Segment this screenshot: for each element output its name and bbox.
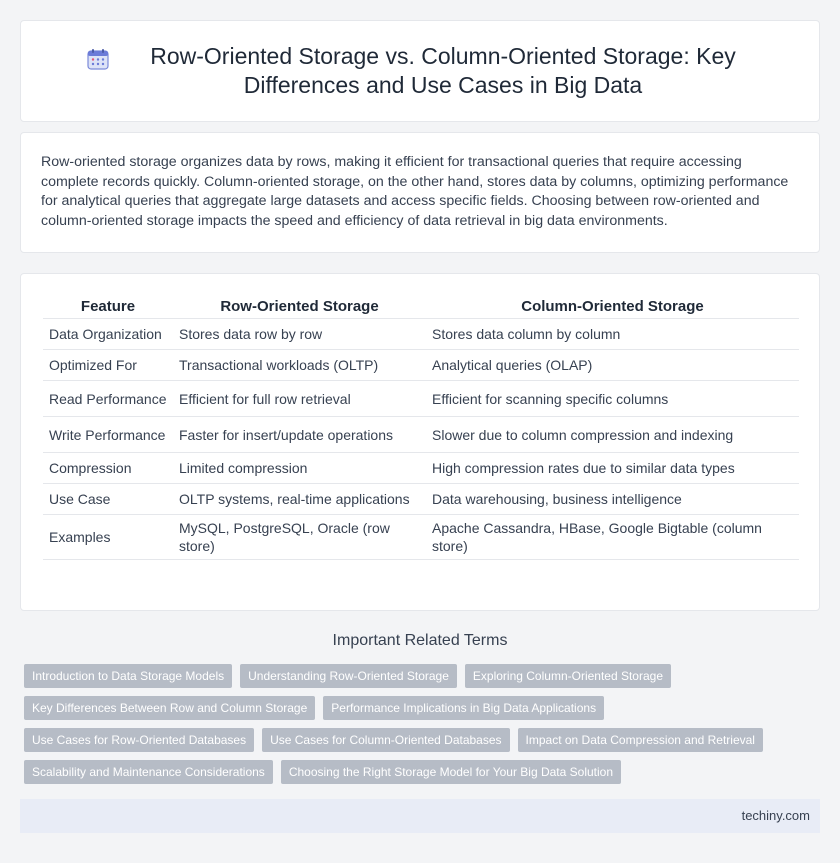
- table-cell: Limited compression: [173, 453, 426, 484]
- table-cell: High compression rates due to similar data types: [426, 453, 799, 484]
- tag-row: [24, 728, 824, 752]
- table-cell: Efficient for scanning specific columns: [426, 381, 799, 417]
- table-cell: Read Performance: [43, 381, 173, 417]
- intro-card: [20, 132, 820, 253]
- table-cell: Use Case: [43, 484, 173, 515]
- page-title: Row-Oriented Storage vs. Column-Oriented Storage: Key Differences and Use Cases in Big Data: [150, 43, 736, 98]
- table-header-feature: Feature: [43, 294, 173, 319]
- table-cell: Faster for insert/update operations: [173, 417, 426, 453]
- table-header-row-oriented: Row-Oriented Storage: [173, 294, 426, 319]
- table-header-row: [43, 294, 799, 319]
- calendar-icon: [87, 48, 109, 70]
- table-cell: MySQL, PostgreSQL, Oracle (row store): [173, 515, 426, 560]
- footer: [20, 799, 820, 833]
- table-cell: Stores data column by column: [426, 319, 799, 350]
- table-header-column-oriented: Column-Oriented Storage: [426, 294, 799, 319]
- table-row: [43, 417, 799, 453]
- comparison-table: [43, 294, 799, 560]
- table-cell: Examples: [43, 515, 173, 560]
- related-terms-tags: [24, 664, 824, 792]
- table-row: [43, 350, 799, 381]
- table-cell: Optimized For: [43, 350, 173, 381]
- table-row: [43, 484, 799, 515]
- table-cell: Transactional workloads (OLTP): [173, 350, 426, 381]
- table-row: [43, 381, 799, 417]
- table-cell: Stores data row by row: [173, 319, 426, 350]
- comparison-card: [20, 273, 820, 611]
- footer-site-link[interactable]: techiny.com: [741, 808, 810, 823]
- table-cell: Compression: [43, 453, 173, 484]
- header: [87, 42, 753, 100]
- tag-column-oriented-storage[interactable]: Exploring Column-Oriented Storage: [465, 664, 671, 688]
- tag-row: [24, 664, 824, 688]
- tag-column-oriented-use-cases[interactable]: Use Cases for Column-Oriented Databases: [262, 728, 509, 752]
- tag-compression-retrieval[interactable]: Impact on Data Compression and Retrieval: [518, 728, 763, 752]
- table-cell: Efficient for full row retrieval: [173, 381, 426, 417]
- related-terms-title: Important Related Terms: [332, 632, 508, 649]
- header-card: [20, 20, 820, 122]
- table-cell: Data warehousing, business intelligence: [426, 484, 799, 515]
- tag-row-oriented-storage[interactable]: Understanding Row-Oriented Storage: [240, 664, 457, 688]
- table-cell: Analytical queries (OLAP): [426, 350, 799, 381]
- tag-data-storage-models[interactable]: Introduction to Data Storage Models: [24, 664, 232, 688]
- tag-performance-implications[interactable]: Performance Implications in Big Data Applications: [323, 696, 604, 720]
- table-cell: Data Organization: [43, 319, 173, 350]
- tag-choosing-storage-model[interactable]: Choosing the Right Storage Model for Your Big Data Solution: [281, 760, 621, 784]
- tag-scalability-maintenance[interactable]: Scalability and Maintenance Considerations: [24, 760, 273, 784]
- table-cell: Slower due to column compression and indexing: [426, 417, 799, 453]
- tag-row-oriented-use-cases[interactable]: Use Cases for Row-Oriented Databases: [24, 728, 254, 752]
- tag-row: [24, 760, 824, 784]
- tag-row: [24, 696, 824, 720]
- intro-paragraph: Row-oriented storage organizes data by rows, making it efficient for transactional queries that require accessing complete records quickly. Column-oriented storage, on the other hand, stores data by columns, optimizing performance for analytical queries that aggregate large datasets and access specific fields. Choosing between row-oriented and column-oriented storage impacts the speed and efficiency of data retrieval in big data environments.: [41, 154, 789, 229]
- table-row: [43, 319, 799, 350]
- table-cell: Apache Cassandra, HBase, Google Bigtable (column store): [426, 515, 799, 560]
- table-cell: Write Performance: [43, 417, 173, 453]
- table-row: [43, 515, 799, 560]
- tag-key-differences[interactable]: Key Differences Between Row and Column Storage: [24, 696, 315, 720]
- table-row: [43, 453, 799, 484]
- table-cell: OLTP systems, real-time applications: [173, 484, 426, 515]
